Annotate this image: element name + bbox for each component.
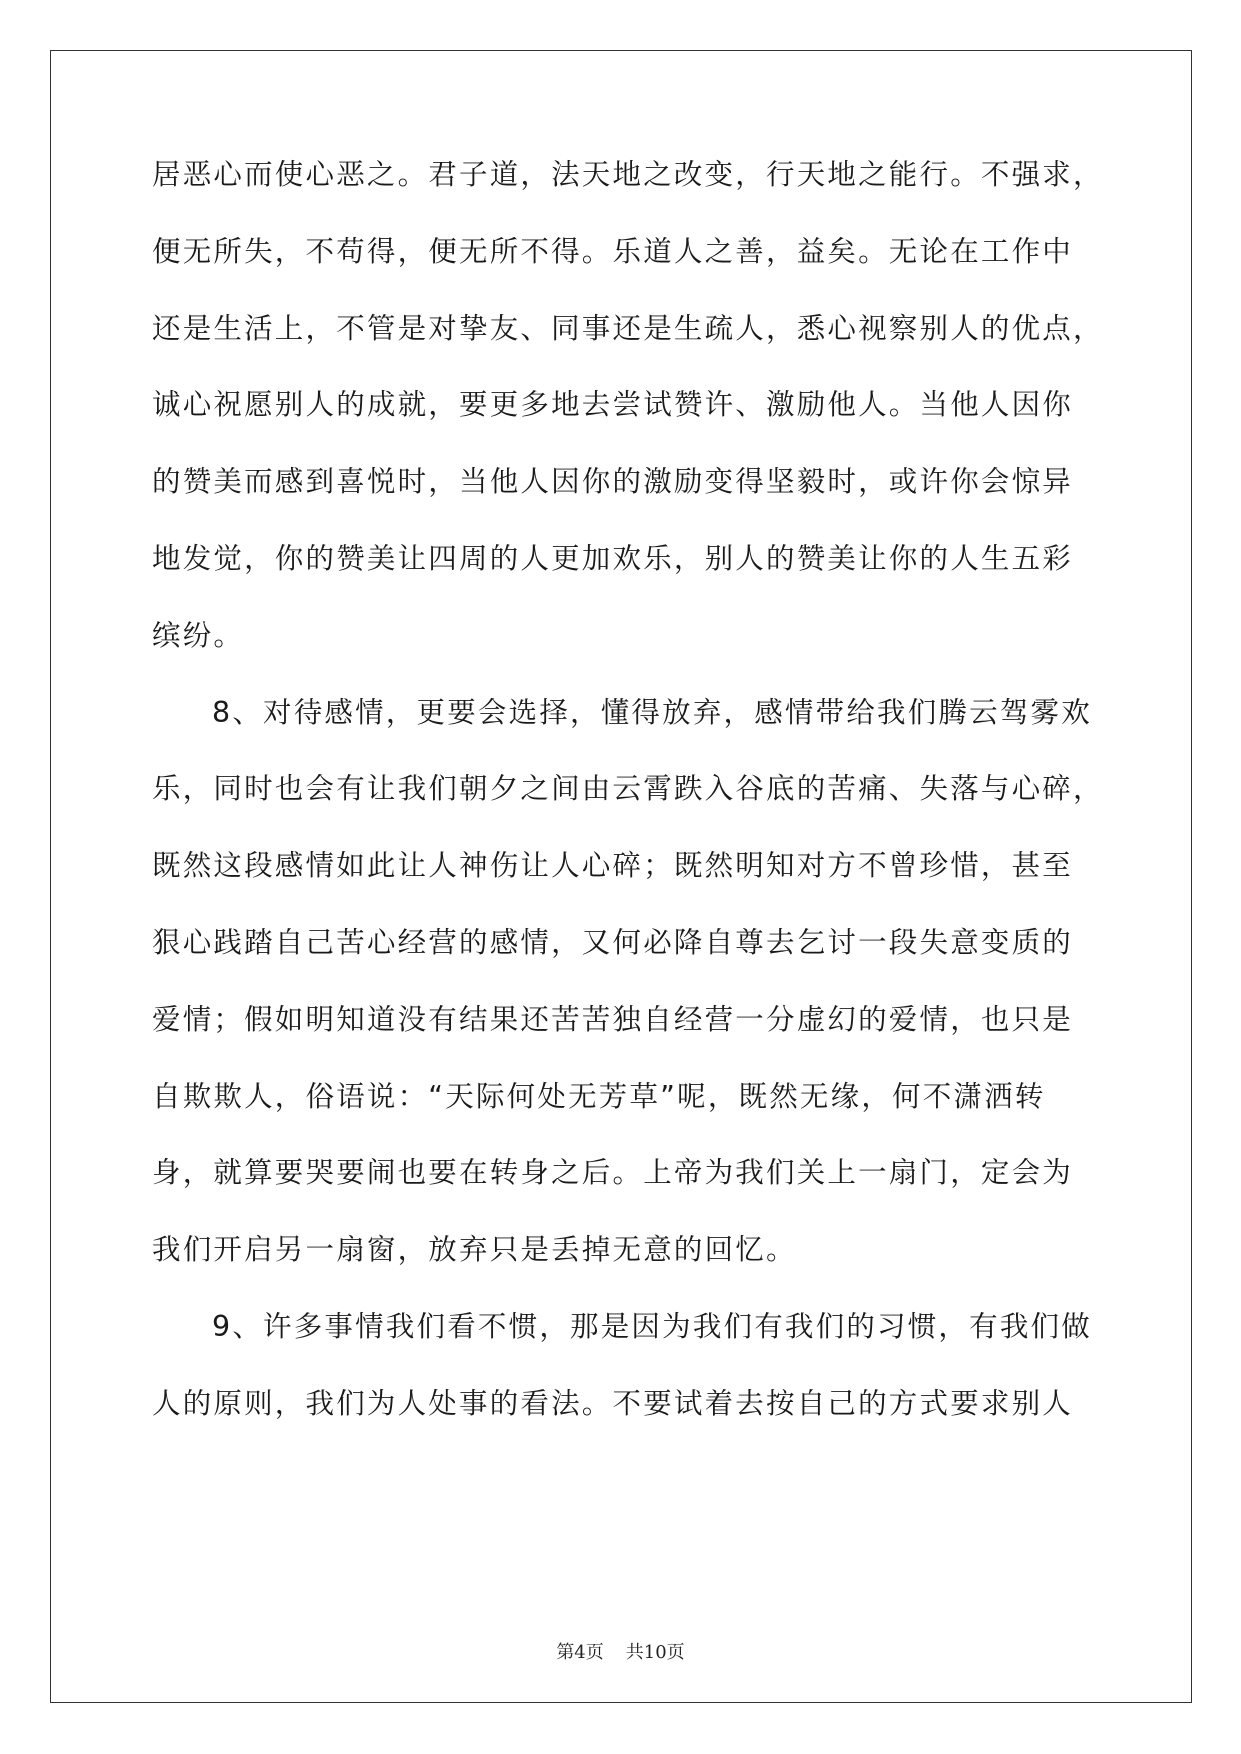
text-line: 我们开启另一扇窗，放弃只是丢掉无意的回忆。 xyxy=(152,1233,797,1266)
text-line: 缤纷。 xyxy=(152,619,245,652)
text-line: 乐，同时也会有让我们朝夕之间由云霄跌入谷底的苦痛、失落与心碎， xyxy=(152,772,1104,805)
page-number: 第4页 xyxy=(556,1642,604,1663)
text-line: 自欺欺人，俗语说：“天际何处无芳草”呢，既然无缘，何不潇洒转 xyxy=(152,1080,1046,1113)
paragraph-start-line: 9、许多事情我们看不惯，那是因为我们有我们的习惯，有我们做 xyxy=(212,1310,1092,1343)
text-line: 地发觉，你的赞美让四周的人更加欢乐，别人的赞美让你的人生五彩 xyxy=(152,542,1074,575)
text-line: 还是生活上，不管是对挚友、同事还是生疏人，悉心视察别人的优点， xyxy=(152,312,1104,345)
text-line: 的赞美而感到喜悦时，当他人因你的激励变得坚毅时，或许你会惊异 xyxy=(152,465,1074,498)
text-line: 居恶心而使心恶之。君子道，法天地之改变，行天地之能行。不强求， xyxy=(152,158,1104,191)
page-footer xyxy=(0,1638,1241,1664)
text-line: 既然这段感情如此让人神伤让人心碎；既然明知对方不曾珍惜，甚至 xyxy=(152,849,1074,882)
text-line: 狠心践踏自己苦心经营的感情，又何必降自尊去乞讨一段失意变质的 xyxy=(152,926,1074,959)
text-line: 便无所失，不苟得，便无所不得。乐道人之善，益矣。无论在工作中 xyxy=(152,235,1074,268)
text-line: 诚心祝愿别人的成就，要更多地去尝试赞许、激励他人。当他人因你 xyxy=(152,388,1074,421)
text-line: 爱情；假如明知道没有结果还苦苦独自经营一分虚幻的爱情，也只是 xyxy=(152,1003,1074,1036)
text-line: 身，就算要哭要闹也要在转身之后。上帝为我们关上一扇门，定会为 xyxy=(152,1156,1074,1189)
paragraph-start-line: 8、对待感情，更要会选择，懂得放弃，感情带给我们腾云驾雾欢 xyxy=(212,696,1092,729)
page-total: 共10页 xyxy=(625,1642,685,1663)
text-line: 人的原则，我们为人处事的看法。不要试着去按自己的方式要求别人 xyxy=(152,1387,1074,1420)
